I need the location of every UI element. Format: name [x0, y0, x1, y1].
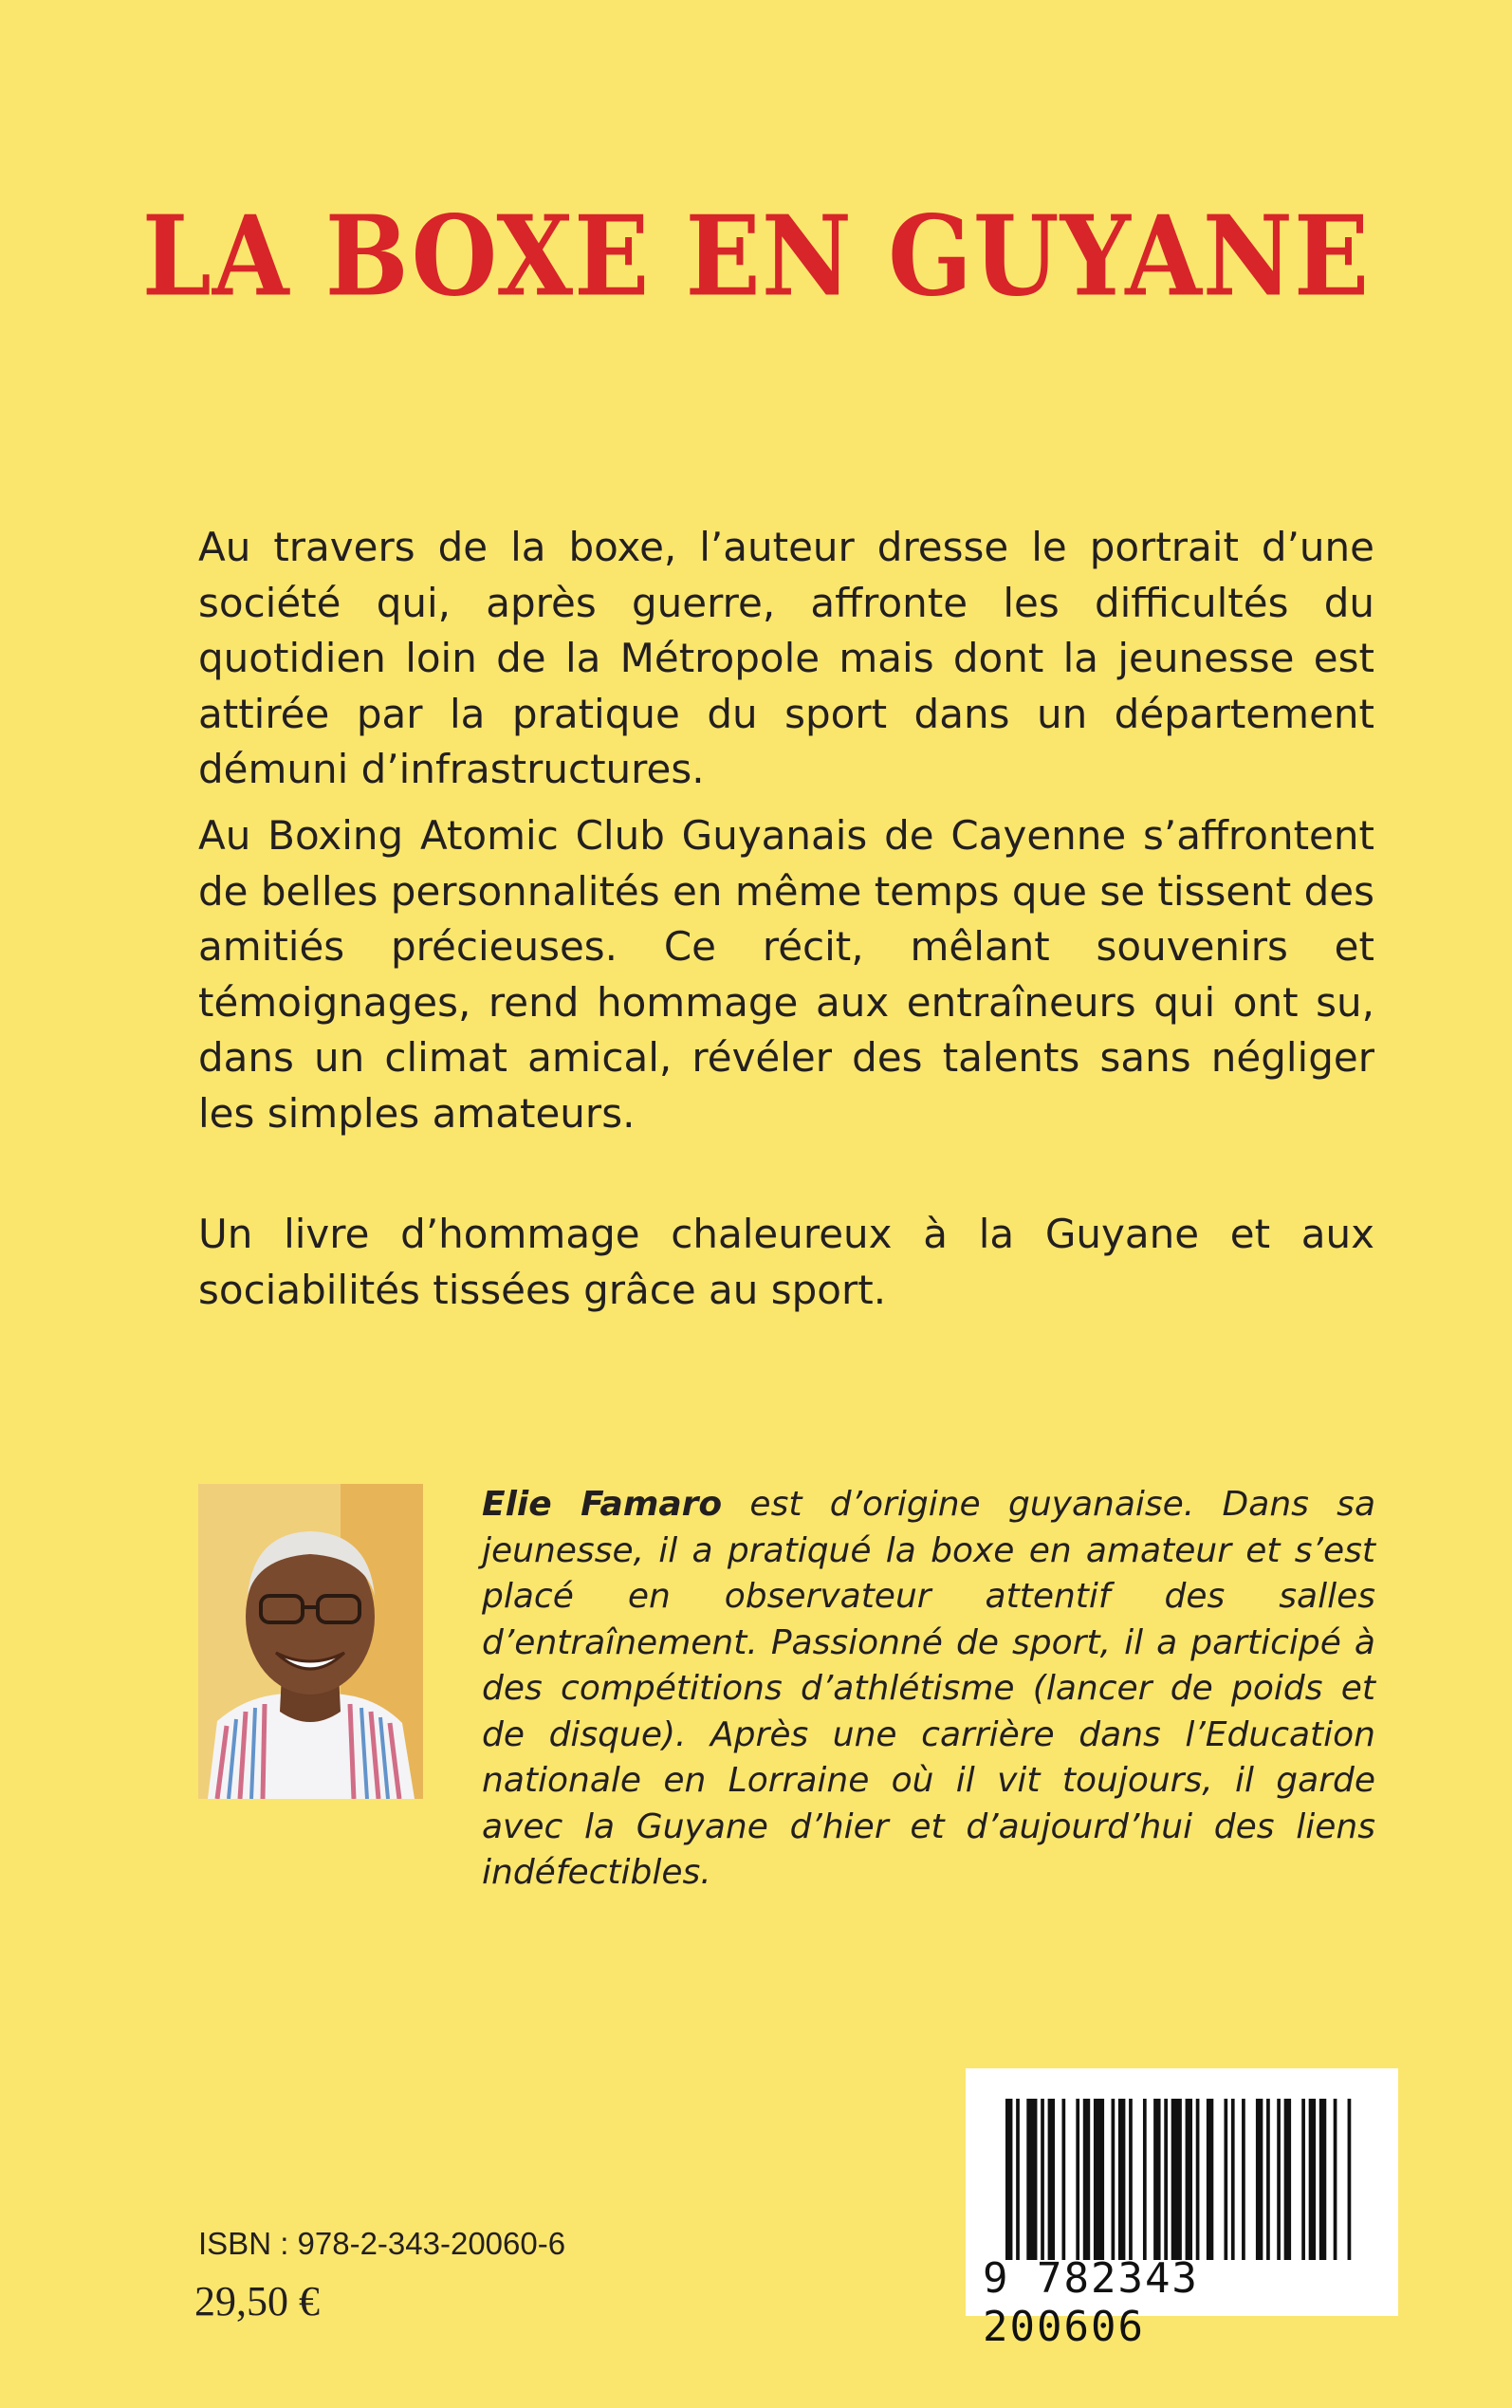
author-portrait-illustration — [198, 1484, 423, 1799]
barcode-bar — [1319, 2099, 1326, 2260]
barcode-bars — [1005, 2099, 1355, 2260]
author-name: Elie Famaro — [482, 1485, 723, 1524]
barcode-bar — [1118, 2099, 1125, 2260]
barcode-bar — [1266, 2099, 1270, 2260]
author-bio-text: est d’origine guyanaise. Dans sa jeunesse, il a pratiqué la boxe en amateur et s’est placé en observateur attentif des salles d’entraînement. Passionné de sport, il a participé à des compétitions d’athlétisme (lancer de poids et de disque). Après une carrière dans l’Education nationale en Lorraine où il vit toujours, il garde avec la Guyane d’hier et d’aujourd’hui des liens indéfectibles. — [482, 1485, 1376, 1892]
blurb-text-2: Au Boxing Atomic Club Guyanais de Cayenne s’affrontent de belles personnalités en même temps que se tissent des amitiés précieuses. Ce récit, mêlant souvenirs et témoignages, rend hommage aux entraîneurs qui ont su, dans un climat amical, révéler des talents sans négliger les simples amateurs. — [198, 812, 1374, 1137]
barcode-bar — [1309, 2099, 1316, 2260]
barcode-bar — [1026, 2099, 1037, 2260]
barcode-bar — [1061, 2099, 1065, 2260]
blurb-paragraph-2 — [198, 808, 1374, 1141]
barcode-bar — [1171, 2099, 1182, 2260]
barcode-bar — [1143, 2099, 1147, 2260]
barcode-bar — [1129, 2099, 1133, 2260]
barcode-bar — [1083, 2099, 1090, 2260]
barcode-bar — [1277, 2099, 1281, 2260]
barcode-bar — [1196, 2099, 1200, 2260]
blurb-paragraph-3 — [198, 1207, 1374, 1318]
blurb-text-1: Au travers de la boxe, l’auteur dresse le portrait d’une société qui, après guerre, affronte les difficultés du quotidien loin de la Métropole mais dont la jeunesse est attirée par la pratique du sport dans un département démuni d’infrastructures. — [198, 524, 1374, 792]
book-title: LA BOXE EN GUYANE — [141, 190, 1371, 322]
barcode-bar — [1284, 2099, 1291, 2260]
barcode-bar — [1164, 2099, 1168, 2260]
barcode-bar — [1348, 2099, 1352, 2260]
barcode-bar — [1231, 2099, 1235, 2260]
barcode — [966, 2068, 1398, 2351]
barcode-bar — [1334, 2099, 1337, 2260]
barcode-bar — [1076, 2099, 1079, 2260]
barcode-bar — [1242, 2099, 1245, 2260]
barcode-bar — [1224, 2099, 1227, 2260]
barcode-bar — [1048, 2099, 1055, 2260]
blurb-text-3: Un livre d’hommage chaleureux à la Guyane et aux sociabilités tissées grâce au sport. — [198, 1211, 1374, 1313]
barcode-bar — [1256, 2099, 1263, 2260]
barcode-bar — [1207, 2099, 1213, 2260]
barcode-bar — [1186, 2099, 1192, 2260]
barcode-bar — [1005, 2099, 1012, 2260]
barcode-bar — [1016, 2099, 1020, 2260]
barcode-bar — [1112, 2099, 1116, 2260]
barcode-bar — [1153, 2099, 1160, 2260]
barcode-bar — [1301, 2099, 1305, 2260]
barcode-digits: 9 782343 200606 — [983, 2254, 1199, 2351]
author-photo — [198, 1484, 423, 1799]
barcode-bar — [1094, 2099, 1104, 2260]
isbn-label: ISBN : 978-2-343-20060-6 — [198, 2226, 566, 2261]
price-label: 29,50 € — [194, 2278, 320, 2325]
blurb-paragraph-1 — [198, 520, 1374, 798]
barcode-bar — [1041, 2099, 1044, 2260]
author-bio — [482, 1482, 1375, 1897]
